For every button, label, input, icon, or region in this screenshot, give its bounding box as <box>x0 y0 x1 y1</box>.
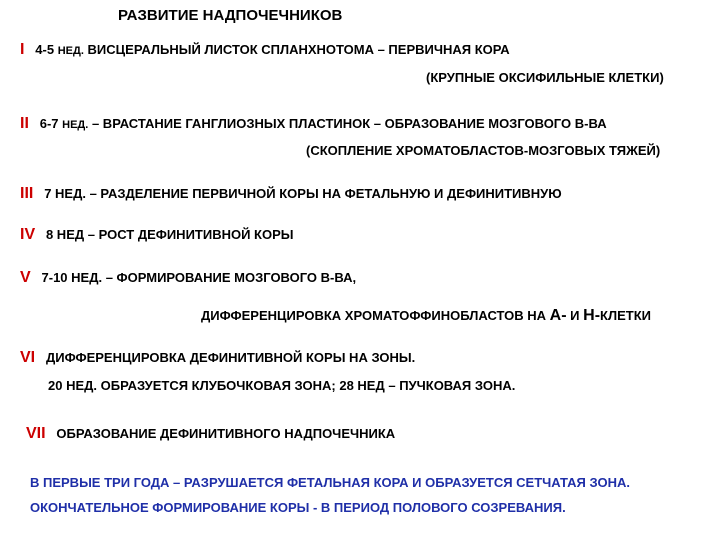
stage-note-suffix: КЛЕТКИ <box>600 308 651 323</box>
page-title: РАЗВИТИЕ НАДПОЧЕЧНИКОВ <box>118 7 343 24</box>
stage-1-note: (КРУПНЫЕ ОКСИФИЛЬНЫЕ КЛЕТКИ) <box>426 70 664 85</box>
stage-note-and: И <box>570 308 580 323</box>
stage-text: 7-10 НЕД. – ФОРМИРОВАНИЕ МОЗГОВОГО В-ВА, <box>41 270 357 285</box>
stage-text: ДИФФЕРЕНЦИРОВКА ДЕФИНИТИВНОЙ КОРЫ НА ЗОНЫ. <box>45 350 416 365</box>
stage-5 <box>20 270 356 286</box>
stage-numeral: VI <box>20 349 36 366</box>
stage-text: ОБРАЗОВАНИЕ ДЕФИНИТИВНОГО НАДПОЧЕЧНИКА <box>56 426 396 441</box>
stage-2 <box>20 116 607 133</box>
stage-text: 8 НЕД – РОСТ ДЕФИНИТИВНОЙ КОРЫ <box>45 227 294 242</box>
stage-6-note: 20 НЕД. ОБРАЗУЕТСЯ КЛУБОЧКОВАЯ ЗОНА; 28 НЕД – ПУЧКОВАЯ ЗОНА. <box>48 378 516 393</box>
stage-note-prefix: ДИФФЕРЕНЦИРОВКА ХРОМАТОФФИНОБЛАСТОВ НА <box>201 308 547 323</box>
footer-line-1: В ПЕРВЫЕ ТРИ ГОДА – РАЗРУШАЕТСЯ ФЕТАЛЬНАЯ КОРА И ОБРАЗУЕТСЯ СЕТЧАТАЯ ЗОНА. <box>30 475 630 490</box>
stage-3 <box>20 186 562 202</box>
stage-text: ВИСЦЕРАЛЬНЫЙ ЛИСТОК СПЛАНХНОТОМА – ПЕРВИЧНАЯ КОРА <box>87 42 510 57</box>
stage-text: – ВРАСТАНИЕ ГАНГЛИОЗНЫХ ПЛАСТИНОК – ОБРАЗОВАНИЕ МОЗГОВОГО В-ВА <box>91 116 607 131</box>
stage-lead: 4-5 <box>35 42 55 57</box>
stage-lead: 6-7 <box>39 116 59 131</box>
stage-numeral: I <box>20 41 25 58</box>
stage-text: 7 НЕД. – РАЗДЕЛЕНИЕ ПЕРВИЧНОЙ КОРЫ НА ФЕТАЛЬНУЮ И ДЕФИНИТИВНУЮ <box>44 186 562 201</box>
stage-lead-unit: НЕД. <box>57 45 84 57</box>
stage-numeral: III <box>20 185 34 202</box>
stage-2-note: (СКОПЛЕНИЕ ХРОМАТОБЛАСТОВ-МОЗГОВЫХ ТЯЖЕЙ) <box>306 143 661 158</box>
footer-line-2: ОКОНЧАТЕЛЬНОЕ ФОРМИРОВАНИЕ КОРЫ - В ПЕРИОД ПОЛОВОГО СОЗРЕВАНИЯ. <box>30 500 566 515</box>
stage-numeral: II <box>20 115 29 132</box>
stage-lead-unit: НЕД. <box>62 119 89 131</box>
stage-numeral: V <box>20 269 31 286</box>
stage-numeral: VII <box>26 425 46 442</box>
stage-1 <box>20 42 510 59</box>
stage-numeral: IV <box>20 226 36 243</box>
stage-6 <box>20 350 415 366</box>
cell-type-a: А- <box>549 307 567 324</box>
stage-7 <box>26 426 395 442</box>
cell-type-h: Н- <box>583 307 601 324</box>
stage-5-note <box>201 308 651 324</box>
stage-4 <box>20 227 294 243</box>
